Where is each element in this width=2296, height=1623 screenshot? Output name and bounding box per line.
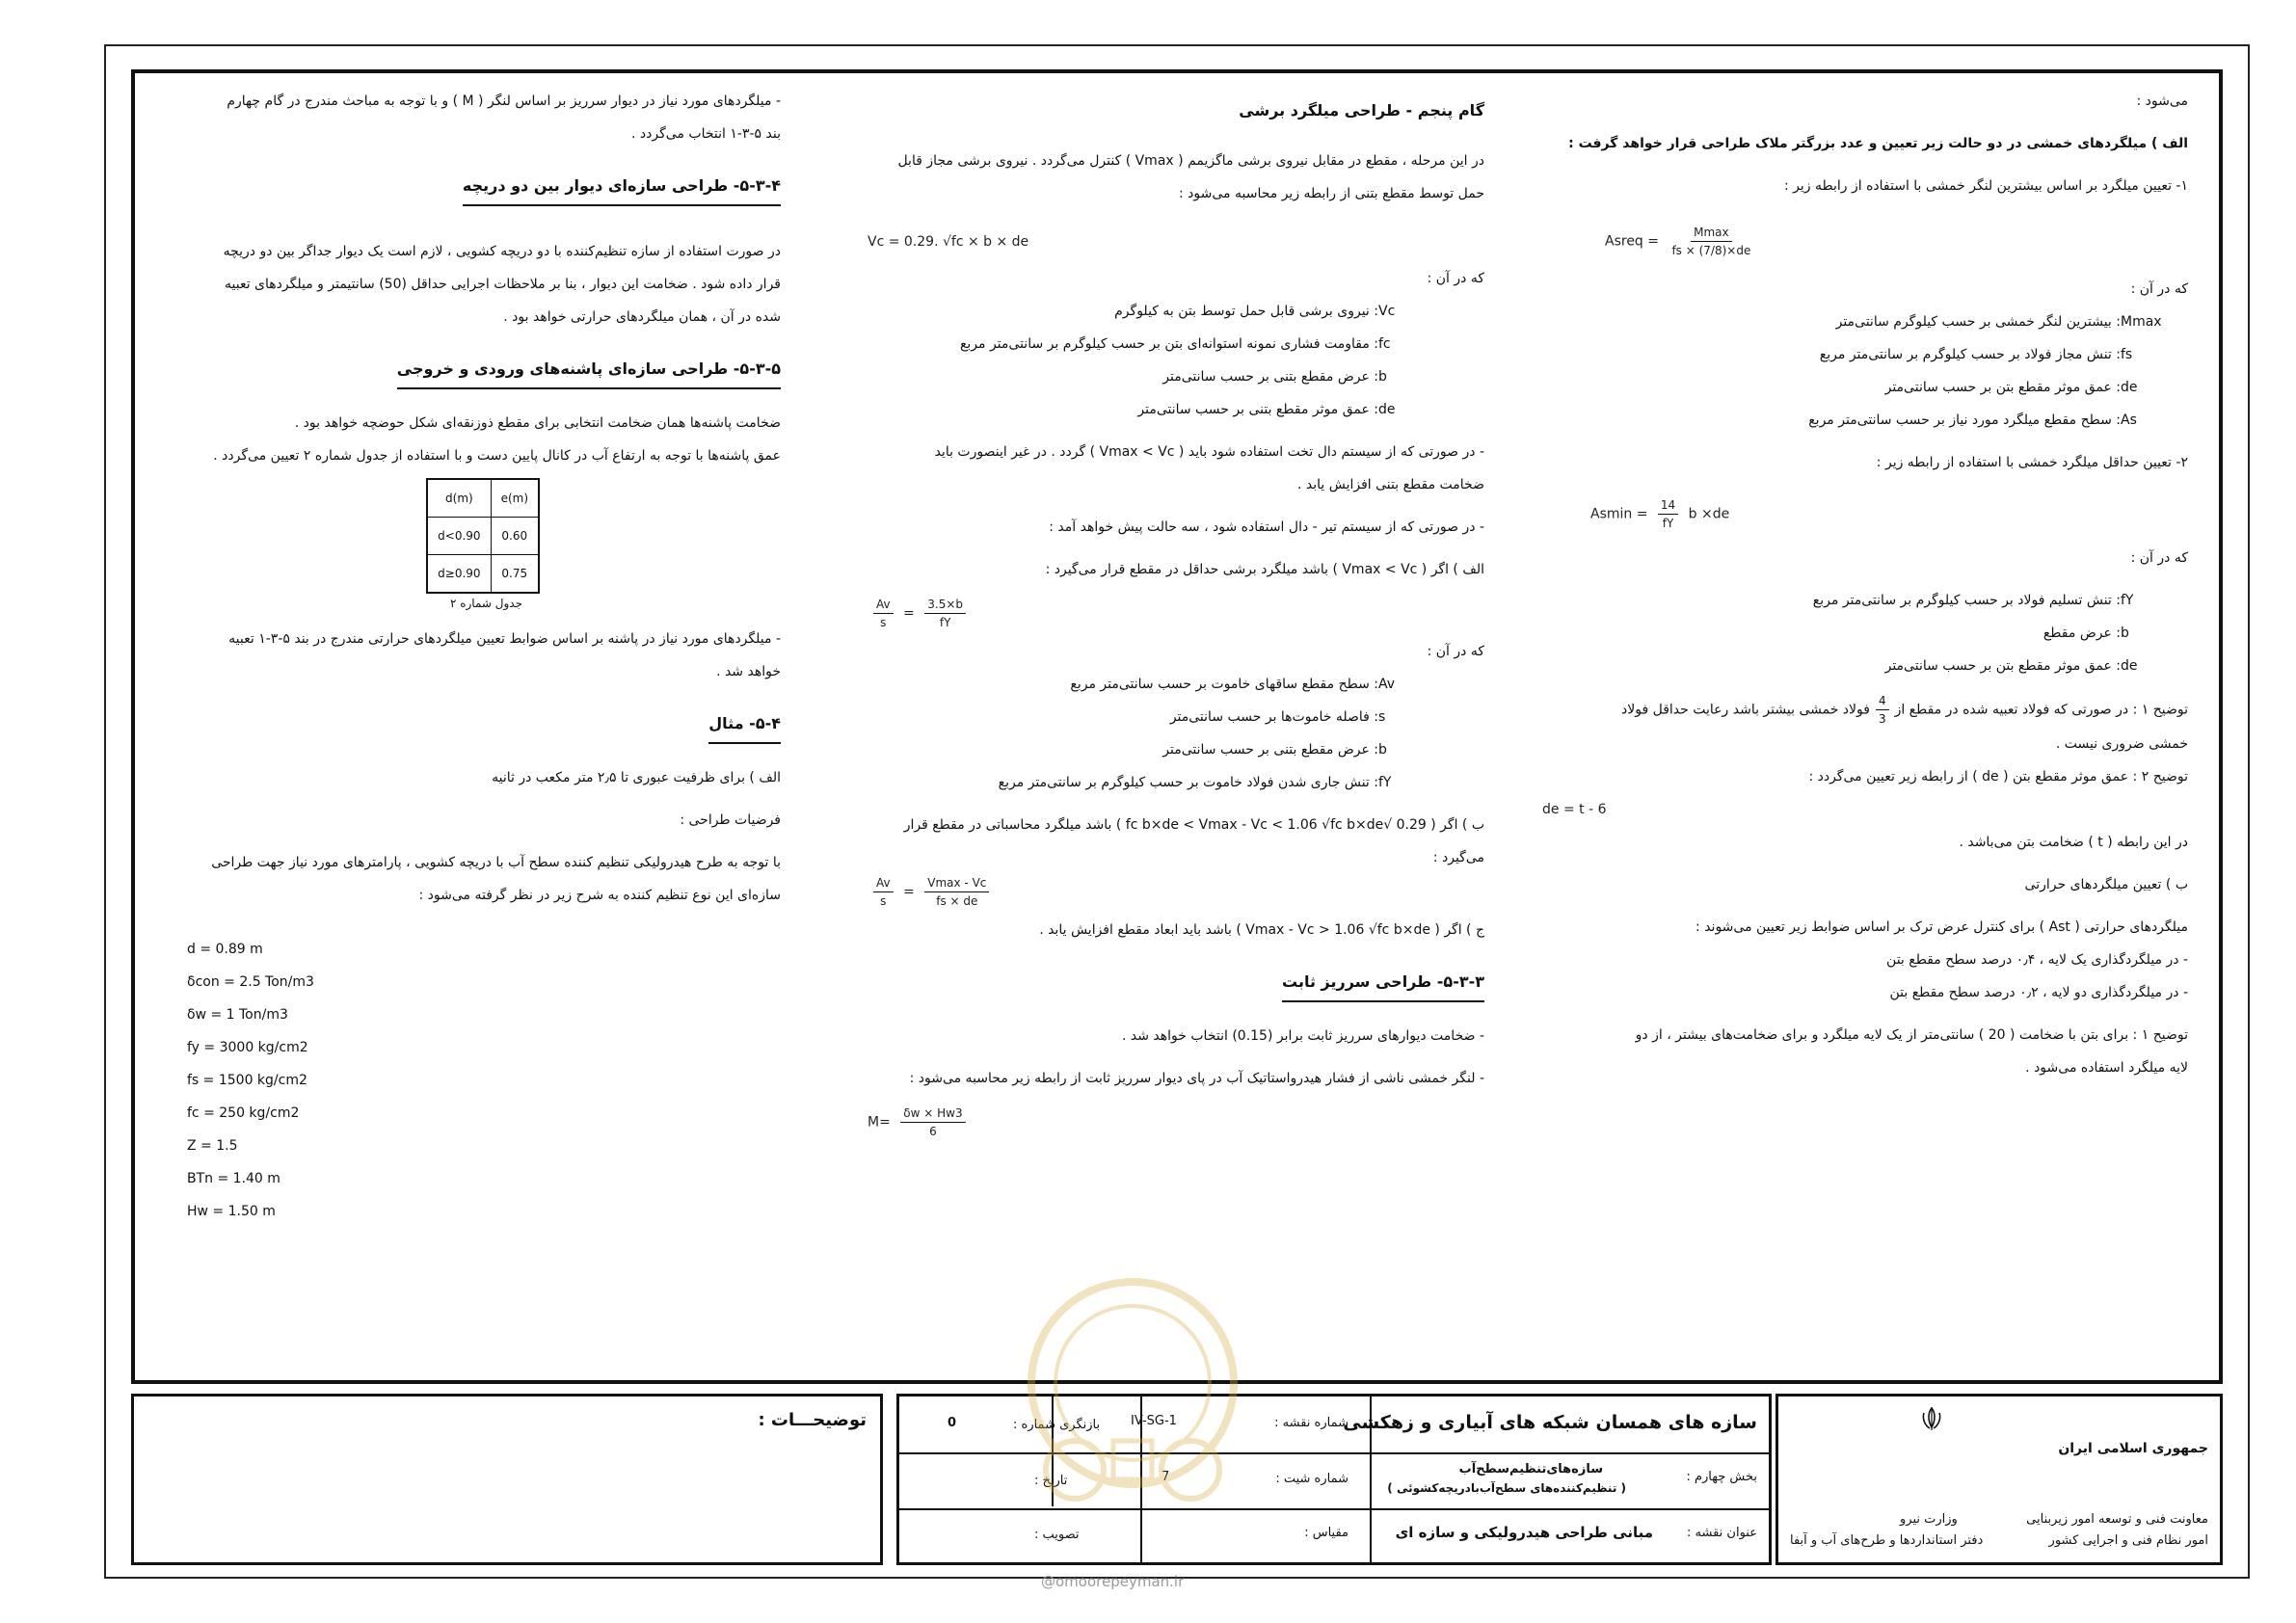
table-header: d(m) <box>427 479 491 518</box>
right-column <box>1513 85 2188 1084</box>
ministry-name: وزارت نیرو <box>1900 1512 1958 1527</box>
scale-label: مقیاس : <box>1304 1526 1348 1540</box>
text-line: فرضیات طراحی : <box>680 812 781 828</box>
definition-line: fs: تنش مجاز فولاد بر حسب کیلوگرم بر سانتی‌متر مربع <box>1819 347 2133 362</box>
value-line: δw = 1 Ton/m3 <box>187 1007 288 1023</box>
text-line: حمل توسط مقطع بتنی از رابطه زیر محاسبه می‌شود : <box>1179 186 1484 201</box>
section-heading: ۵-۴- مثال <box>164 707 781 744</box>
formula-asreq: Asreq = $\frac{Mmax}{fs \times (7/8)\times de}$ <box>1605 226 1751 257</box>
left-column <box>164 85 781 1228</box>
table-caption: جدول شماره ۲ <box>449 597 522 610</box>
definition-line: b: عرض مقطع بتنی بر حسب سانتی‌متر <box>1162 742 1387 758</box>
depth-table <box>426 478 540 594</box>
text-line: - در میلگردگذاری دو لایه ، ۰٫۲ درصد سطح مقطع بتن <box>1889 985 2188 1000</box>
value-line: d = 0.89 m <box>187 942 263 957</box>
text-line: - در صورتی که از سیستم تیر - دال استفاده شود ، سه حالت پیش خواهد آمد : <box>1049 519 1484 535</box>
table-row <box>427 518 539 555</box>
formula-de: de = t - 6 <box>1542 802 1607 817</box>
design-values <box>164 933 781 1228</box>
text-line: ج ) اگر ( Vmax - Vc > 1.06 √fc b×de ) باشد باید ابعاد مقطع افزایش یابد . <box>1039 922 1484 938</box>
text-line: با توجه به طرح هیدرولیکی تنظیم کننده سطح آب با دریچه کشویی ، پارامترهای مورد نیاز جهت طراحی <box>211 855 781 870</box>
value-line: fs = 1500 kg/cm2 <box>187 1073 307 1088</box>
definition-line: de: عمق موثر مقطع بتن بر حسب سانتی‌متر <box>1884 658 2138 674</box>
note-line: توضیح ۲ : عمق موثر مقطع بتن ( de ) از رابطه زیر تعیین می‌گردد : <box>1808 769 2188 785</box>
where-label: که در آن : <box>1427 271 1484 286</box>
watermark-logo-icon <box>1007 1267 1258 1518</box>
text-line: الف ) برای ظرفیت عبوری تا ۲٫۵ متر مکعب در ثانیه <box>492 770 781 785</box>
table-cell: d<0.90 <box>427 518 491 555</box>
section-heading: ۵-۳-۴- طراحی سازه‌ای دیوار بین دو دریچه <box>164 170 781 206</box>
text-line: عمق پاشنه‌ها با توجه به ارتفاع آب در کانال پایین دست و با استفاده از جدول شماره ۲ تعیین می‌گردد . <box>213 448 781 464</box>
text-line: - در صورتی که از سیستم دال تخت استفاده شود باید ( Vmax < Vc ) گردد . در غیر اینصورت باید <box>934 444 1484 460</box>
text-line: الف ) میلگردهای خمشی در دو حالت زیر تعیین و عدد بزرگتر ملاک طراحی قرار خواهد گرفت : <box>1568 136 2188 151</box>
text-line: - ضخامت دیوارهای سرریز ثابت برابر (0.15) انتخاب خواهد شد . <box>1121 1028 1484 1044</box>
text-line: ۲- تعیین حداقل میلگرد خمشی با استفاده از رابطه زیر : <box>1876 455 2188 470</box>
text-line: شده در آن ، همان میلگردهای حرارتی خواهد بود . <box>503 309 781 325</box>
value-line: Z = 1.5 <box>187 1138 238 1154</box>
date-label: تاریخ : <box>1034 1474 1068 1488</box>
part-subtitle: ( تنظیم‌کننده‌های سطح‌آب‌با‌دریچه‌کشوئی ) <box>1387 1481 1626 1495</box>
definition-line: Vc: نیروی برشی قابل حمل توسط بتن به کیلوگرم <box>1114 304 1396 319</box>
value-line: δcon = 2.5 Ton/m3 <box>187 974 314 990</box>
formula-av-min: $\frac{Av}{s}$ = $\frac{3.5\times b}{fY}$ <box>868 596 1484 631</box>
middle-column <box>868 85 1484 1140</box>
table-row <box>427 555 539 594</box>
project-title: سازه های همسان شبکه های آبیاری و زهکشی <box>1343 1412 1757 1433</box>
organization-box <box>1775 1394 2223 1565</box>
text-line: - در میلگردگذاری یک لایه ، ۰٫۴ درصد سطح مقطع بتن <box>1886 952 2188 968</box>
where-label: که در آن : <box>2130 281 2188 297</box>
definition-line: de: عمق موثر مقطع بتنی بر حسب سانتی‌متر <box>1137 402 1396 417</box>
text-line: میلگردهای حرارتی ( Ast ) برای کنترل عرض ترک بر اساس ضوابط زیر تعیین می‌شوند : <box>1695 919 2188 935</box>
text-line: در این مرحله ، مقطع در مقابل نیروی برشی ماگزیمم ( Vmax ) کنترل می‌گردد . نیروی برشی مجاز قابل <box>897 153 1484 169</box>
note-line: توضیح ۱ : در صورتی که فولاد تعبیه شده در مقطع از $\frac{4}{3}$ فولاد خمشی بیشتر باشد رعایت حداقل فولاد <box>1621 694 2188 726</box>
value-line: fc = 250 kg/cm2 <box>187 1105 300 1121</box>
text-line: می‌شود : <box>2136 93 2188 109</box>
part-label: بخش چهارم : <box>1686 1470 1757 1484</box>
text-line: - میلگردهای مورد نیاز در دیوار سرریز بر اساس لنگر ( M ) و با توجه به مباحث مندرج در گام چهارم <box>227 93 781 109</box>
text-line: - میلگردهای مورد نیاز در پاشنه بر اساس ضوابط تعیین میلگردهای حرارتی مندرج در بند ۵-۳-۱ تعبیه <box>228 631 781 647</box>
text-line: در این رابطه ( t ) ضخامت بتن می‌باشد . <box>1959 835 2188 850</box>
table-cell: d≥0.90 <box>427 555 491 594</box>
country-name: جمهوری اسلامی ایران <box>2058 1441 2208 1456</box>
formula-vc: Vc = 0.29. √fc × b × de <box>868 234 1029 250</box>
section-heading: ۵-۳-۵- طراحی سازه‌ای پاشنه‌های ورودی و خروجی <box>164 353 781 389</box>
formula-av-calc: $\frac{Av}{s}$ = $\frac{Vmax - Vc}{fs \times de}$ <box>868 874 1484 910</box>
text-line: بند ۵-۳-۱ انتخاب می‌گردد . <box>631 126 781 142</box>
sheet-no: IV-SG-1 <box>1131 1414 1177 1428</box>
definition-line: Av: سطح مقطع ساقهای خاموت بر حسب سانتی‌متر مربع <box>1070 677 1396 692</box>
definition-line: Mmax: بیشترین لنگر خمشی بر حسب کیلوگرم سانتی‌متر <box>1835 314 2162 330</box>
text-line: خواهد شد . <box>716 664 781 679</box>
ministry-office: دفتر استانداردها و طرح‌های آب و آبفا <box>1790 1533 1984 1548</box>
value-line: Hw = 1.50 m <box>187 1204 276 1219</box>
text-line: می‌گیرد : <box>1432 850 1484 865</box>
text-line: ضخامت پاشنه‌ها همان ضخامت انتخابی برای مقطع ذوزنقه‌ای شکل حوضچه خواهد بود . <box>294 415 781 431</box>
text-line: ب ) اگر ( 0.29 √fc b×de < Vmax - Vc < 1.06 √fc b×de ) باشد میلگرد محاسباتی در مقطع قرار <box>903 817 1484 833</box>
text-line: در صورت استفاده از سازه تنظیم‌کننده با دو دریچه کشویی ، لازم است یک دیوار جداگر بین دو دریچه <box>223 244 781 259</box>
text-line: - لنگر خمشی ناشی از فشار هیدرواستاتیک آب در پای دیوار سرریز ثابت از رابطه زیر محاسبه می‌شود : <box>909 1071 1484 1086</box>
where-label: که در آن : <box>2130 550 2188 566</box>
formula-asmin: Asmin = $\frac{14}{fY}$ b ×de <box>1590 498 1730 530</box>
notes-label: توضیحـــات : <box>758 1410 867 1430</box>
definition-line: b: عرض مقطع <box>2042 625 2129 641</box>
revision-label: بازنگری شماره : <box>1013 1418 1101 1432</box>
sheet-no-label: شماره نقشه : <box>1274 1416 1348 1430</box>
definition-line: b: عرض مقطع بتنی بر حسب سانتی‌متر <box>1162 369 1387 385</box>
definition-line: s: فاصله خاموت‌ها بر حسب سانتی‌متر <box>1169 709 1386 725</box>
page-label: شماره شیت : <box>1275 1472 1348 1486</box>
page-number: 7 <box>1161 1470 1170 1484</box>
text-line: ضخامت مقطع بتنی افزایش یابد . <box>1296 477 1484 492</box>
text-line: الف ) اگر ( Vmax < Vc ) باشد میلگرد برشی حداقل در مقطع قرار می‌گیرد : <box>1045 562 1484 577</box>
formula-moment: M= $\frac{\delta w \times Hw3}{6}$ <box>868 1104 1484 1140</box>
table-cell: 0.75 <box>491 555 539 594</box>
value-line: BTn = 1.40 m <box>187 1171 280 1186</box>
where-label: که در آن : <box>1427 644 1484 659</box>
org-line-2: امور نظام فنی و اجرایی کشور <box>2048 1533 2208 1548</box>
text-line: ۱- تعیین میلگرد بر اساس بیشترین لنگر خمشی با استفاده از رابطه زیر : <box>1783 178 2188 194</box>
section-heading: گام پنجم - طراحی میلگرد برشی <box>1239 101 1484 120</box>
text-line: قرار داده شود . ضخامت این دیوار ، بنا بر ملاحظات اجرایی حداقل (50) سانتیمتر و میلگردهای تعبیه <box>225 277 781 292</box>
part-title: سازه‌های‌تنظیم‌سطح‌آب <box>1458 1462 1603 1477</box>
definition-line: As: سطح مقطع میلگرد مورد نیاز بر حسب سانتی‌متر مربع <box>1808 412 2137 428</box>
map-title: مبانی طراحی هیدرولیکی و سازه ای <box>1395 1524 1653 1541</box>
section-heading: ۵-۳-۳- طراحی سرریز ثابت <box>868 966 1484 1002</box>
table-header: e(m) <box>491 479 539 518</box>
notes-box <box>131 1394 883 1565</box>
value-line: fy = 3000 kg/cm2 <box>187 1040 308 1055</box>
map-title-label: عنوان نقشه : <box>1687 1526 1757 1540</box>
definition-line: de: عمق موثر مقطع بتن بر حسب سانتی‌متر <box>1884 380 2138 395</box>
text-line: ب ) تعیین میلگردهای حرارتی <box>2024 877 2188 892</box>
definition-line: fc: مقاومت فشاری نمونه استوانه‌ای بتن بر حسب کیلوگرم بر سانتی‌متر مربع <box>959 336 1391 352</box>
org-line-1: معاونت فنی و توسعه امور زیربنایی <box>2026 1512 2208 1527</box>
text-line: سازه‌ای این نوع تنظیم کننده به شرح زیر در نظر گرفته می‌شود : <box>418 888 781 903</box>
definition-line: fY: تنش جاری شدن فولاد خاموت بر حسب کیلوگرم بر سانتی‌متر مربع <box>998 775 1392 790</box>
iran-emblem-icon <box>1918 1405 1945 1432</box>
definition-line: fY: تنش تسلیم فولاد بر حسب کیلوگرم بر سانتی‌متر مربع <box>1812 593 2134 608</box>
approval-label: تصویب : <box>1034 1528 1080 1542</box>
text-line: توضیح ۱ : برای بتن با ضخامت ( 20 ) سانتی‌متر از یک لایه میلگرد و برای ضخامت‌های بیشتر ، از دو <box>1635 1027 2188 1043</box>
revision: 0 <box>948 1416 957 1430</box>
table-cell: 0.60 <box>491 518 539 555</box>
text-line: لایه میلگرد استفاده می‌شود . <box>2025 1060 2188 1076</box>
note-line: خمشی ضروری نیست . <box>2055 736 2188 752</box>
watermark-text: @omoorepeyman.ir <box>1041 1573 1185 1590</box>
